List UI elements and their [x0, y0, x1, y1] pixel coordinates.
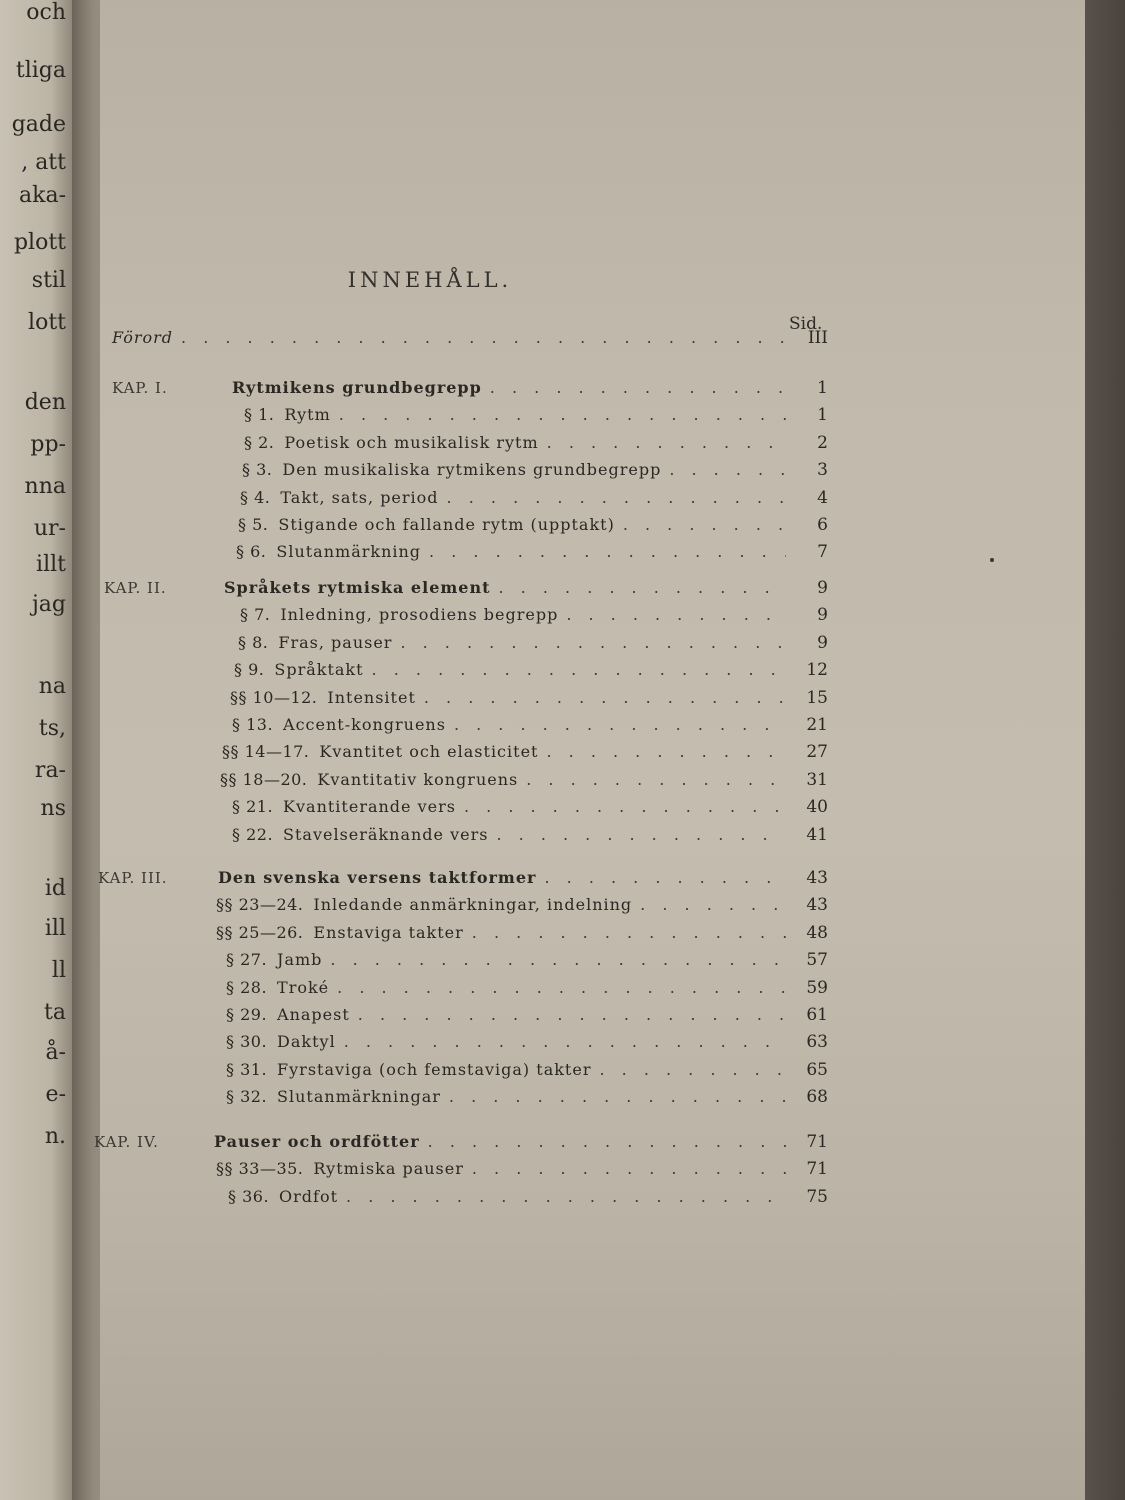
section-number: § 1.	[244, 405, 275, 425]
section-number: §§ 10—12.	[230, 687, 318, 707]
page-number: 59	[806, 977, 828, 998]
toc-section	[232, 797, 828, 821]
section-number: § 36.	[228, 1186, 270, 1206]
page-number: 2	[817, 432, 828, 453]
facing-page-left	[0, 0, 72, 1500]
facing-page-text-fragment: plott	[13, 230, 66, 255]
toc-section	[226, 1087, 828, 1111]
section-number: §§ 33—35.	[216, 1159, 304, 1179]
facing-page-text-fragment: ur-	[33, 516, 66, 541]
page-number: 7	[817, 542, 828, 563]
facing-page-text-fragment: ra-	[34, 758, 66, 783]
entry-title: Språktakt	[274, 660, 364, 680]
entry-title: Pauser och ordfötter	[214, 1132, 420, 1151]
dot-leader	[330, 950, 786, 969]
entry-title: Slutanmärkningar	[277, 1087, 441, 1107]
facing-page-text-fragment: aka-	[19, 183, 66, 208]
page-number: 65	[806, 1059, 828, 1080]
dot-leader	[337, 978, 786, 997]
facing-page-text-fragment: å-	[45, 1040, 66, 1065]
entry-title: Kvantitet och elasticitet	[319, 742, 539, 762]
entry-title: Stavelseräknande vers	[283, 824, 489, 844]
facing-page-text-fragment: ts,	[38, 716, 66, 741]
page-number: 41	[806, 824, 828, 845]
entry-title: Inledning, prosodiens begrepp	[280, 605, 559, 625]
toc-chapter-1	[112, 378, 828, 402]
toc-entry-preface	[112, 328, 828, 352]
facing-page-text-fragment: ll	[51, 958, 66, 983]
entry-title: Den svenska versens taktformer	[218, 868, 537, 887]
dot-leader	[547, 433, 786, 452]
section-number: §§ 14—17.	[222, 742, 310, 762]
dot-leader	[449, 1087, 786, 1106]
toc-chapter-4	[94, 1132, 828, 1156]
facing-page-text-fragment: stil	[31, 268, 66, 293]
toc-section	[226, 950, 828, 974]
dot-leader	[339, 405, 786, 424]
facing-page-text-fragment: jag	[31, 592, 66, 617]
background-edge	[1085, 0, 1125, 1500]
facing-page-text-fragment: gade	[11, 112, 66, 137]
toc-section	[230, 688, 828, 712]
dot-leader	[640, 895, 786, 914]
toc-chapter-2	[104, 578, 828, 602]
page-number: 75	[806, 1186, 828, 1207]
entry-title: Fyrstaviga (och femstaviga) takter	[277, 1059, 592, 1079]
dot-leader	[358, 1005, 786, 1024]
dot-leader	[623, 515, 786, 534]
dot-leader	[400, 633, 786, 652]
chapter-label: KAP. I.	[112, 379, 168, 397]
facing-page-text-fragment: , att	[21, 150, 66, 175]
page-number: 43	[806, 868, 828, 888]
facing-page-text-fragment: lott	[28, 310, 66, 335]
dot-leader	[546, 742, 786, 761]
page-number: 27	[806, 742, 828, 763]
toc-section	[240, 488, 828, 512]
page-number: 68	[806, 1087, 828, 1108]
entry-title: Troké	[277, 977, 330, 997]
facing-page-text-fragment: nna	[24, 474, 66, 499]
section-number: §§ 18—20.	[220, 769, 308, 789]
entry-title: Förord	[112, 328, 174, 347]
toc-section	[222, 742, 828, 766]
facing-page-text-fragment: tliga	[15, 58, 66, 83]
toc-section	[236, 542, 828, 566]
toc-section	[232, 715, 828, 739]
entry-title: Jamb	[277, 950, 323, 970]
page-number: III	[807, 328, 828, 348]
dot-leader	[472, 923, 786, 942]
chapter-label: KAP. IV.	[94, 1133, 159, 1151]
ink-speck	[990, 558, 994, 562]
toc-section	[238, 515, 828, 539]
page-column-header: Sid.	[789, 314, 823, 334]
facing-page-text-fragment: ns	[40, 796, 66, 821]
entry-title: Enstaviga takter	[313, 922, 464, 942]
toc-section	[244, 433, 828, 457]
page-number: 9	[817, 605, 828, 626]
toc-chapter-3	[98, 868, 828, 892]
dot-leader	[490, 378, 786, 397]
section-number: § 8.	[238, 632, 269, 652]
entry-title: Daktyl	[277, 1032, 336, 1052]
page-number: 40	[806, 797, 828, 818]
section-number: § 22.	[232, 824, 274, 844]
facing-page-text-fragment: och	[26, 0, 66, 25]
entry-title: Anapest	[277, 1005, 350, 1024]
chapter-label: KAP. II.	[104, 579, 167, 597]
page-number: 15	[806, 687, 828, 708]
toc-section	[226, 978, 828, 1002]
dot-leader	[428, 1132, 786, 1151]
dot-leader	[344, 1032, 786, 1051]
section-number: § 31.	[226, 1059, 268, 1079]
section-number: § 6.	[236, 542, 267, 562]
entry-title: Intensitet	[327, 687, 416, 707]
entry-title: Rytmikens grundbegrepp	[232, 378, 482, 397]
entry-title: Takt, sats, period	[280, 487, 439, 507]
page-number: 12	[806, 660, 828, 681]
facing-page-text-fragment: den	[24, 390, 66, 415]
entry-title: Ordfot	[279, 1186, 339, 1206]
dot-leader	[464, 797, 786, 816]
section-number: § 21.	[232, 797, 274, 817]
dot-leader	[429, 542, 786, 561]
chapter-label: KAP. III.	[98, 869, 168, 887]
section-number: § 30.	[226, 1032, 268, 1052]
toc-section	[240, 605, 828, 629]
page-number: 57	[806, 950, 828, 971]
entry-title: Rytmiska pauser	[313, 1159, 464, 1179]
toc-section	[234, 660, 828, 684]
toc-section	[238, 633, 828, 657]
section-number: § 28.	[226, 977, 268, 997]
facing-page-text-fragment: na	[38, 674, 66, 699]
facing-page-text-fragment: illt	[36, 552, 66, 577]
dot-leader	[566, 605, 786, 624]
section-number: § 4.	[240, 487, 271, 507]
book-gutter	[72, 0, 102, 1500]
section-number: § 5.	[238, 515, 269, 534]
page-number: 48	[806, 922, 828, 943]
toc-section	[216, 1159, 828, 1183]
toc-section	[228, 1187, 828, 1211]
page-number: 61	[806, 1005, 828, 1025]
entry-title: Rytm	[284, 405, 331, 425]
facing-page-text-fragment: e-	[45, 1082, 66, 1107]
toc-section	[244, 405, 828, 429]
page-number: 31	[806, 769, 828, 790]
entry-title: Den musikaliska rytmikens grundbegrepp	[282, 460, 662, 480]
entry-title: Kvantiterande vers	[283, 797, 456, 817]
page-number: 3	[817, 460, 828, 481]
dot-leader	[472, 1159, 786, 1178]
section-number: § 29.	[226, 1005, 268, 1024]
section-number: § 13.	[232, 715, 274, 734]
facing-page-text-fragment: id	[44, 876, 66, 901]
toc-section	[226, 1005, 828, 1029]
dot-leader	[526, 770, 786, 789]
page-number: 63	[806, 1032, 828, 1053]
entry-title: Poetisk och musikalisk rytm	[284, 432, 539, 452]
toc-section	[226, 1060, 828, 1084]
toc-section	[216, 895, 828, 919]
page-number: 1	[817, 378, 828, 398]
facing-page-text-fragment: ta	[44, 1000, 66, 1025]
section-number: § 2.	[244, 432, 275, 452]
toc-section	[242, 460, 828, 484]
dot-leader	[599, 1060, 786, 1079]
entry-title: Stigande och fallande rytm (upptakt)	[278, 515, 615, 534]
dot-leader	[496, 825, 786, 844]
entry-title: Kvantitativ kongruens	[317, 769, 519, 789]
dot-leader	[544, 868, 786, 887]
entry-title: Inledande anmärkningar, indelning	[313, 895, 633, 915]
dot-leader	[669, 460, 786, 479]
page-number: 9	[817, 632, 828, 653]
toc-title: INNEHÅLL.	[347, 268, 513, 292]
dot-leader	[454, 715, 786, 734]
toc-section	[226, 1032, 828, 1056]
page-number: 43	[806, 895, 828, 916]
dot-leader	[372, 660, 786, 679]
dot-leader	[424, 688, 786, 707]
page-number: 9	[817, 578, 828, 598]
page-number: 4	[817, 487, 828, 508]
page-number: 71	[806, 1132, 828, 1152]
page-number: 71	[806, 1159, 828, 1180]
toc-section	[220, 770, 828, 794]
toc-section	[232, 825, 828, 849]
entry-title: Accent-kongruens	[283, 715, 446, 734]
page-number: 21	[806, 715, 828, 735]
entry-title: Slutanmärkning	[276, 542, 422, 562]
entry-title: Språkets rytmiska element	[224, 578, 491, 597]
dot-leader	[346, 1187, 786, 1206]
section-number: § 3.	[242, 460, 273, 480]
section-number: §§ 25—26.	[216, 922, 304, 942]
facing-page-text-fragment: ill	[44, 916, 66, 941]
page-number: 1	[817, 405, 828, 426]
dot-leader	[181, 328, 786, 347]
facing-page-text-fragment: pp-	[30, 432, 66, 457]
entry-title: Fras, pauser	[278, 632, 393, 652]
dot-leader	[499, 578, 787, 597]
facing-page-text-fragment: n.	[44, 1124, 66, 1149]
toc-section	[216, 923, 828, 947]
section-number: § 9.	[234, 660, 265, 680]
section-number: § 7.	[240, 605, 271, 625]
section-number: § 27.	[226, 950, 268, 970]
dot-leader	[447, 488, 786, 507]
page-number: 6	[817, 515, 828, 535]
section-number: §§ 23—24.	[216, 895, 304, 915]
section-number: § 32.	[226, 1087, 268, 1107]
